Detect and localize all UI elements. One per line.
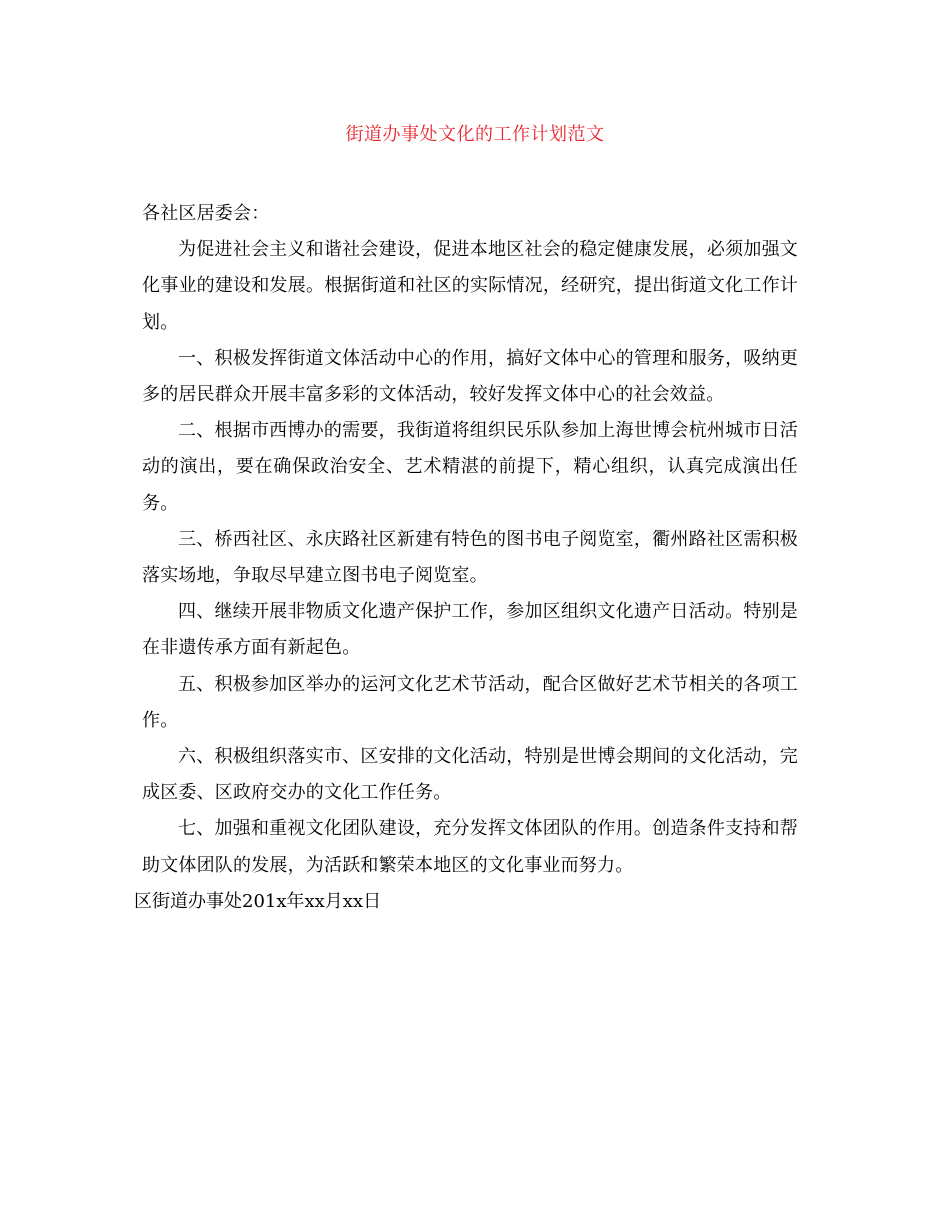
paragraph-item-5: 五、积极参加区举办的运河文化艺术节活动，配合区做好艺术节相关的各项工作。 [142,673,798,731]
document-body [134,196,798,920]
paragraph-item-2: 二、根据市西博办的需要，我街道将组织民乐队参加上海世博会杭州城市日活动的演出，要在确保政治安全、艺术精湛的前提下，精心组织，认真完成演出任务。 [142,420,798,514]
signature-date: 区街道办事处201x年xx月xx日 [134,890,382,912]
salutation: 各社区居委会： [142,203,270,224]
paragraph-intro: 为促进社会主义和谐社会建设，促进本地区社会的稳定健康发展，必须加强文化事业的建设和发展。根据街道和社区的实际情况，经研究，提出街道文化工作计划。 [142,239,798,333]
paragraph-item-7: 七、加强和重视文化团队建设，充分发挥文体团队的作用。创造条件支持和帮助文体团队的发展，为活跃和繁荣本地区的文化事业而努力。 [142,818,798,876]
paragraph-item-4: 四、继续开展非物质文化遗产保护工作，参加区组织文化遗产日活动。特别是在非遗传承方面有新起色。 [142,601,798,659]
paragraph-item-6: 六、积极组织落实市、区安排的文化活动，特别是世博会期间的文化活动，完成区委、区政府交办的文化工作任务。 [142,746,798,804]
paragraph-item-3: 三、桥西社区、永庆路社区新建有特色的图书电子阅览室，衢州路社区需积极落实场地，争取尽早建立图书电子阅览室。 [142,528,798,587]
paragraph-item-1: 一、积极发挥街道文体活动中心的作用，搞好文体中心的管理和服务，吸纳更多的居民群众开展丰富多彩的文体活动，较好发挥文体中心的社会效益。 [142,347,798,406]
document-title: 街道办事处文化的工作计划范文 [345,124,605,145]
